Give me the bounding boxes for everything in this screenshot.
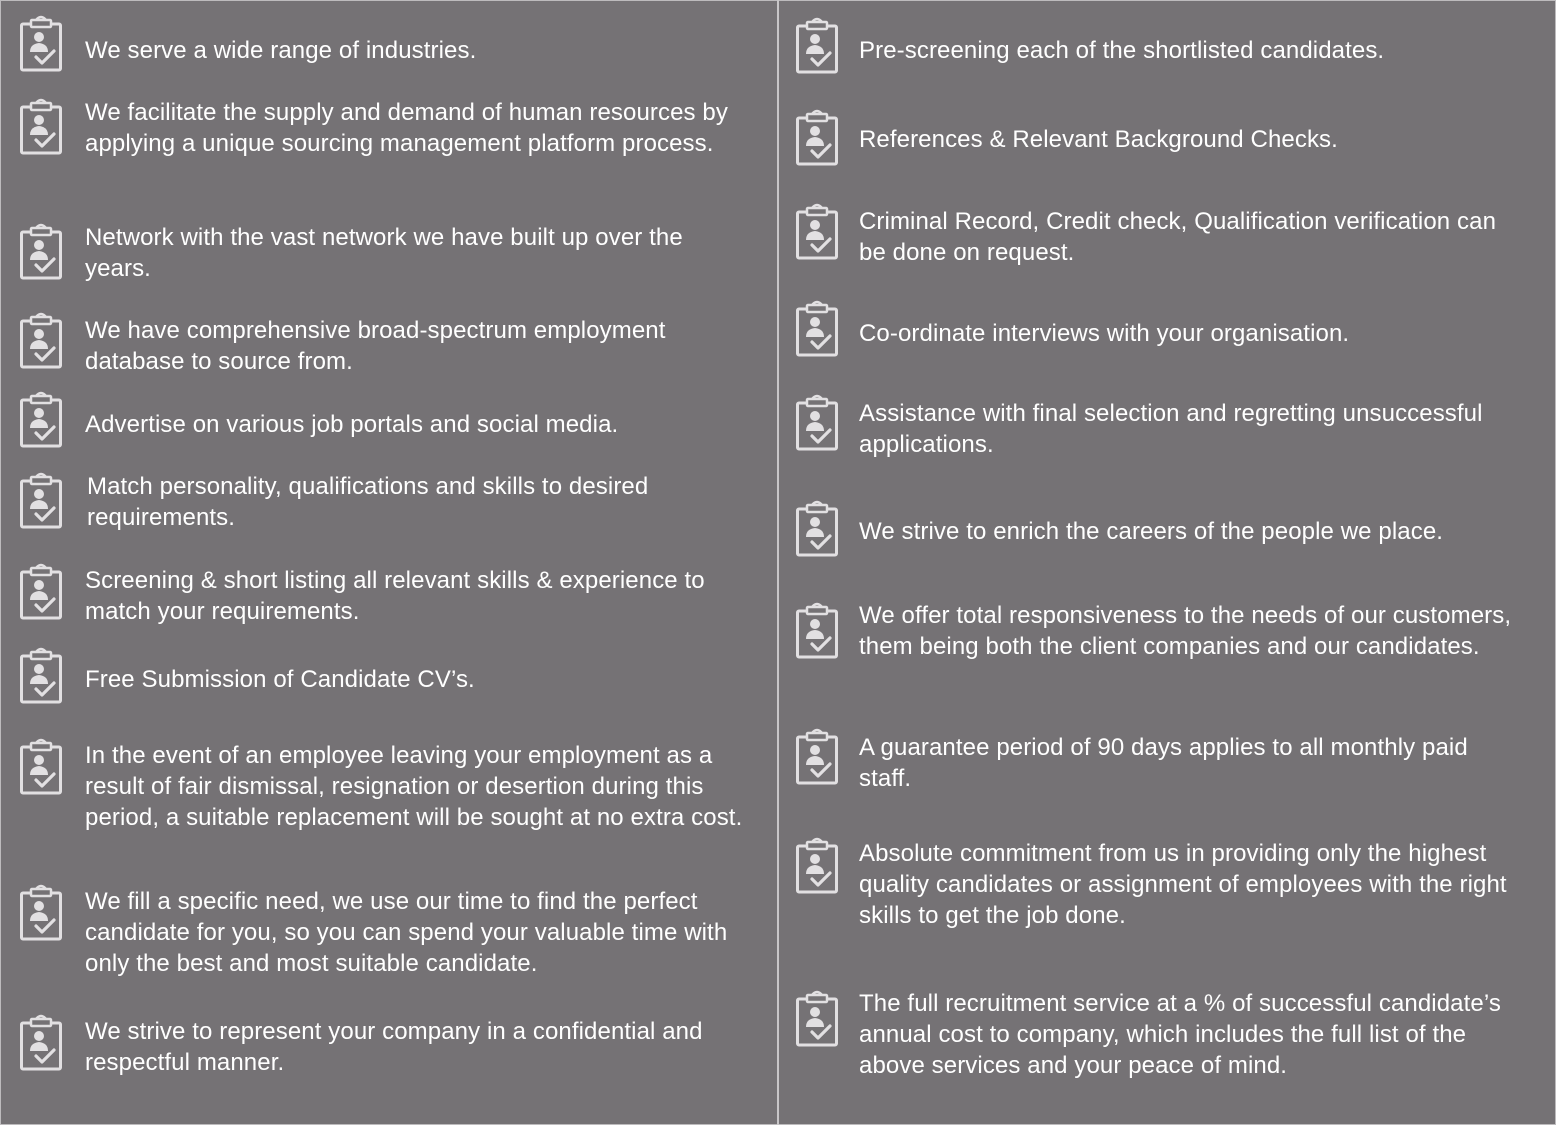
list-item-text: Advertise on various job portals and social media. [85, 411, 619, 438]
clipboard-check-icon [795, 109, 839, 167]
clipboard-check-icon [795, 602, 839, 660]
clipboard-check-icon [19, 884, 63, 942]
clipboard-check-icon [19, 738, 63, 796]
clipboard-check-icon [795, 837, 839, 895]
column-divider [777, 0, 779, 1125]
list-item-text: The full recruitment service at a % of successful candidate’s annual cost to company, which includes the full list of the above services and your peace of mind. [859, 990, 1501, 1079]
list-item-text: We serve a wide range of industries. [85, 37, 477, 64]
list-item-text: Criminal Record, Credit check, Qualification verification can be done on request. [859, 208, 1497, 266]
clipboard-check-icon [19, 647, 63, 705]
clipboard-check-icon [19, 472, 63, 530]
clipboard-check-icon [19, 1014, 63, 1072]
clipboard-check-icon [795, 728, 839, 786]
clipboard-check-icon [19, 98, 63, 156]
clipboard-check-icon [795, 394, 839, 452]
list-item-text: We fill a specific need, we use our time to find the perfect candidate for you, so you can spend your valuable time with only the best and most suitable candidate. [85, 888, 728, 977]
list-item-text: In the event of an employee leaving your employment as a result of fair dismissal, resignation or desertion during this period, a suitable replacement will be sought at no extra cost. [85, 742, 743, 831]
clipboard-check-icon [19, 563, 63, 621]
list-item-text: Assistance with final selection and regretting unsuccessful applications. [859, 400, 1483, 458]
list-item-text: Pre-screening each of the shortlisted candidates. [859, 37, 1385, 64]
list-item-text: We facilitate the supply and demand of human resources by applying a unique sourcing management platform process. [85, 99, 728, 157]
clipboard-check-icon [795, 500, 839, 558]
list-item-text: Match personality, qualifications and skills to desired requirements. [87, 473, 649, 531]
list-item-text: We strive to represent your company in a confidential and respectful manner. [85, 1018, 703, 1076]
clipboard-check-icon [19, 223, 63, 281]
list-item-text: A guarantee period of 90 days applies to all monthly paid staff. [859, 734, 1468, 792]
clipboard-check-icon [19, 15, 63, 73]
list-item-text: Network with the vast network we have built up over the years. [85, 224, 683, 282]
clipboard-check-icon [795, 17, 839, 75]
clipboard-check-icon [19, 312, 63, 370]
list-item-text: We strive to enrich the careers of the people we place. [859, 518, 1444, 545]
list-item-text: References & Relevant Background Checks. [859, 126, 1338, 153]
list-item-text: Absolute commitment from us in providing only the highest quality candidates or assignment of employees with the right skills to get the job done. [859, 840, 1507, 929]
list-item-text: Screening & short listing all relevant skills & experience to match your requirements. [85, 567, 705, 625]
clipboard-check-icon [795, 990, 839, 1048]
list-item-text: We offer total responsiveness to the needs of our customers, them being both the client companies and our candidates. [859, 602, 1512, 660]
clipboard-check-icon [795, 300, 839, 358]
list-item-text: Co-ordinate interviews with your organisation. [859, 320, 1350, 347]
clipboard-check-icon [19, 391, 63, 449]
clipboard-check-icon [795, 203, 839, 261]
list-item-text: Free Submission of Candidate CV’s. [85, 666, 475, 693]
list-item-text: We have comprehensive broad-spectrum employment database to source from. [85, 317, 666, 375]
